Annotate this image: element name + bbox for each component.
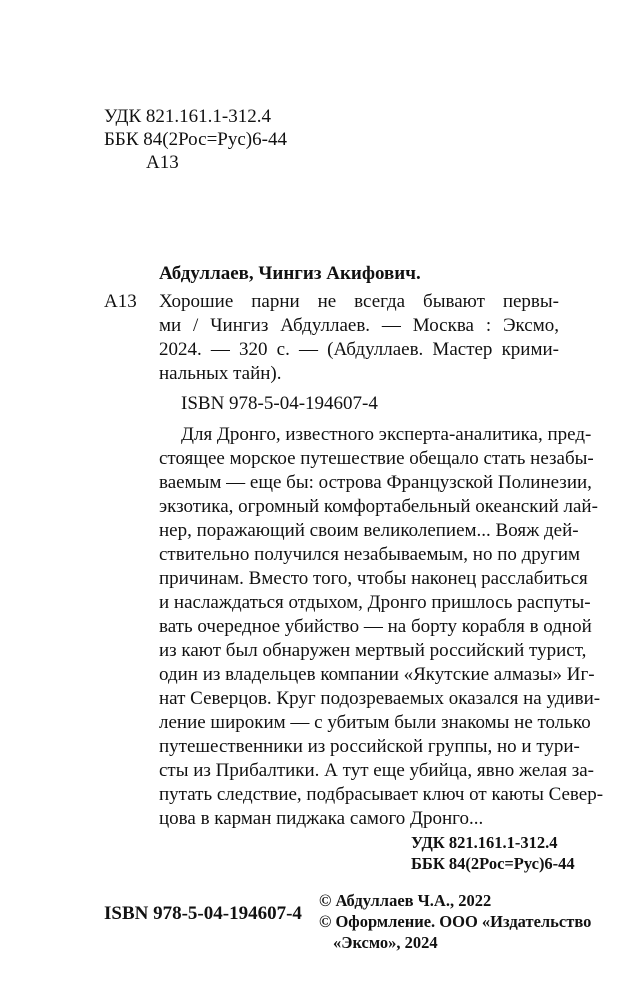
bbk-code: ББК 84(2Рос=Рус)6-44	[104, 129, 287, 150]
annotation-line: цова в карман пиджака самого Дронго...	[159, 808, 484, 829]
copyright-author: © Абдуллаев Ч.А., 2022	[319, 891, 492, 910]
annotation-line: причинам. Вместо того, чтобы наконец расслабиться	[159, 568, 588, 589]
annotation-line: экзотика, огромный комфортабельный океанский лай-	[159, 496, 598, 517]
isbn-footer: ISBN 978-5-04-194607-4	[104, 903, 302, 924]
annotation-line: Для Дронго, известного эксперта-аналитика, пред-	[181, 424, 592, 445]
author-heading: Абдуллаев, Чингиз Акифович.	[159, 263, 421, 284]
author-mark: А13	[104, 291, 137, 312]
udk-code-footer: УДК 821.161.1-312.4	[411, 833, 558, 852]
author-mark-top: А13	[146, 152, 179, 173]
copyright-design-continued: «Эксмо», 2024	[333, 933, 438, 952]
annotation-line: нат Северцов. Круг подозреваемых оказался на удиви-	[159, 688, 601, 709]
description-line: Хорошие парни не всегда бывают первы-	[159, 291, 559, 312]
annotation-line: один из владельцев компании «Якутские алмазы» Иг-	[159, 664, 595, 685]
annotation-line: путать следствие, подбрасывает ключ от каюты Север-	[159, 784, 604, 805]
description-line: 2024. — 320 с. — (Абдуллаев. Мастер крими-	[159, 339, 559, 360]
annotation-line: ствительно получился незабываемым, но по другим	[159, 544, 581, 565]
isbn-record: ISBN 978-5-04-194607-4	[181, 393, 378, 414]
description-line: ми / Чингиз Абдуллаев. — Москва : Эксмо,	[159, 315, 559, 336]
annotation-line: ление широким — с убитым были знакомы не только	[159, 712, 591, 733]
annotation-line: вать очередное убийство — на борту корабля в одной	[159, 616, 592, 637]
annotation-line: ваемым — еще бы: острова Французской Полинезии,	[159, 472, 592, 493]
annotation-line: стоящее морское путешествие обещало стать незабы-	[159, 448, 594, 469]
annotation-line: из кают был обнаружен мертвый российский турист,	[159, 640, 587, 661]
annotation-line: нер, поражающий своим великолепием... Вояж дей-	[159, 520, 579, 541]
annotation-line: сты из Прибалтики. А тут еще убийца, явно желая за-	[159, 760, 594, 781]
bbk-code-footer: ББК 84(2Рос=Рус)6-44	[411, 854, 575, 873]
annotation-line: и наслаждаться отдыхом, Дронго пришлось распуты-	[159, 592, 591, 613]
description-line: нальных тайн).	[159, 363, 282, 384]
copyright-design: © Оформление. ООО «Издательство	[319, 912, 592, 931]
annotation-line: путешественники из российской группы, но и тури-	[159, 736, 580, 757]
udk-code: УДК 821.161.1-312.4	[104, 106, 271, 127]
